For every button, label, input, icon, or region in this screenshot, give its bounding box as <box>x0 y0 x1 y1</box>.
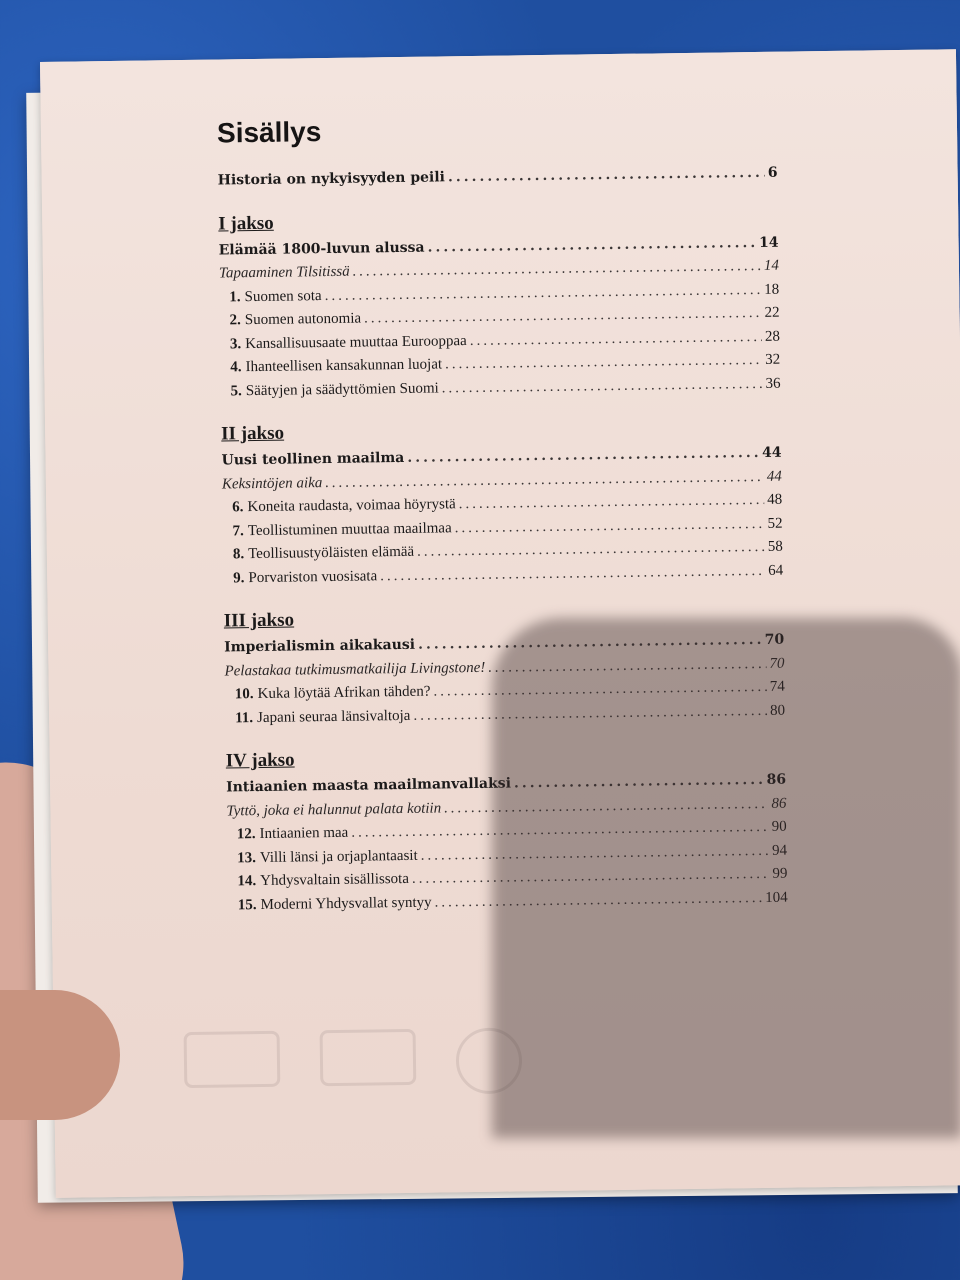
toc-lead-entry: Intiaanien maasta maailmanvallaksi ..... 86 <box>226 769 786 800</box>
toc-chapter-entry: 10. Kuka löytää Afrikan tähden? ..... 74 <box>225 676 785 707</box>
toc-chapter-entry: 5. Säätyjen ja säädyttömien Suomi ..... 36 <box>220 372 780 403</box>
toc-story-entry: Pelastakaa tutkimusmatkailija Livingstone! ..... 70 <box>224 652 784 683</box>
toc-chapter-entry: 1. Suomen sota ..... 18 <box>219 278 779 309</box>
toc-chapter-entry: 15. Moderni Yhdysvallat syntyy ..... 104 <box>228 886 788 917</box>
toc-chapter-entry: 7. Teollistuminen muuttaa maailmaa ..... 52 <box>222 512 782 543</box>
toc-lead-entry: Imperialismin aikakausi ..... 70 <box>224 629 784 660</box>
toc-chapter-entry: 12. Intiaanien maa ..... 90 <box>227 816 787 847</box>
toc-chapter-entry: 13. Villi länsi ja orjaplantaasit ..... 94 <box>227 839 787 870</box>
faded-logos <box>184 1027 523 1098</box>
section-heading: IV jakso <box>225 749 295 772</box>
toc-lead-entry: Elämää 1800-luvun alussa ..... 14 <box>218 231 778 262</box>
toc-lead-entry: Uusi teollinen maailma ..... 44 <box>221 442 781 473</box>
section-heading: II jakso <box>221 422 285 445</box>
toc-story-entry: Tyttö, joka ei halunnut palata kotiin ..... 86 <box>226 792 786 823</box>
certification-logo-icon <box>320 1029 417 1086</box>
toc-intro-entry: Historia on nykyisyyden peili ..... 6 <box>218 162 778 193</box>
section-heading: I jakso <box>218 212 274 235</box>
publisher-logo-icon <box>184 1031 281 1088</box>
toc-chapter-entry: 2. Suomen autonomia ..... 22 <box>219 302 779 333</box>
toc-chapter-entry: 3. Kansallisuusaate muuttaa Eurooppaa ..... 28 <box>220 325 780 356</box>
toc-story-entry: Tapaaminen Tilsitissä ..... 14 <box>219 255 779 286</box>
toc-chapter-entry: 11. Japani seuraa länsivaltoja ..... 80 <box>225 699 785 730</box>
page-title: Sisällys <box>216 116 322 149</box>
toc-story-entry: Keksintöjen aika ..... 44 <box>222 465 782 496</box>
phone-shadow <box>492 618 960 1138</box>
toc-chapter-entry: 6. Koneita raudasta, voimaa höyrystä ..... 48 <box>222 489 782 520</box>
toc-chapter-entry: 9. Porvariston vuosisata ..... 64 <box>223 559 783 590</box>
toc-chapter-entry: 8. Teollisuustyöläisten elämää ..... 58 <box>223 536 783 567</box>
toc-chapter-entry: 14. Yhdysvaltain sisällissota ..... 99 <box>227 863 787 894</box>
toc-chapter-entry: 4. Ihanteellisen kansakunnan luojat ..... 32 <box>220 349 780 380</box>
section-heading: III jakso <box>223 609 295 632</box>
